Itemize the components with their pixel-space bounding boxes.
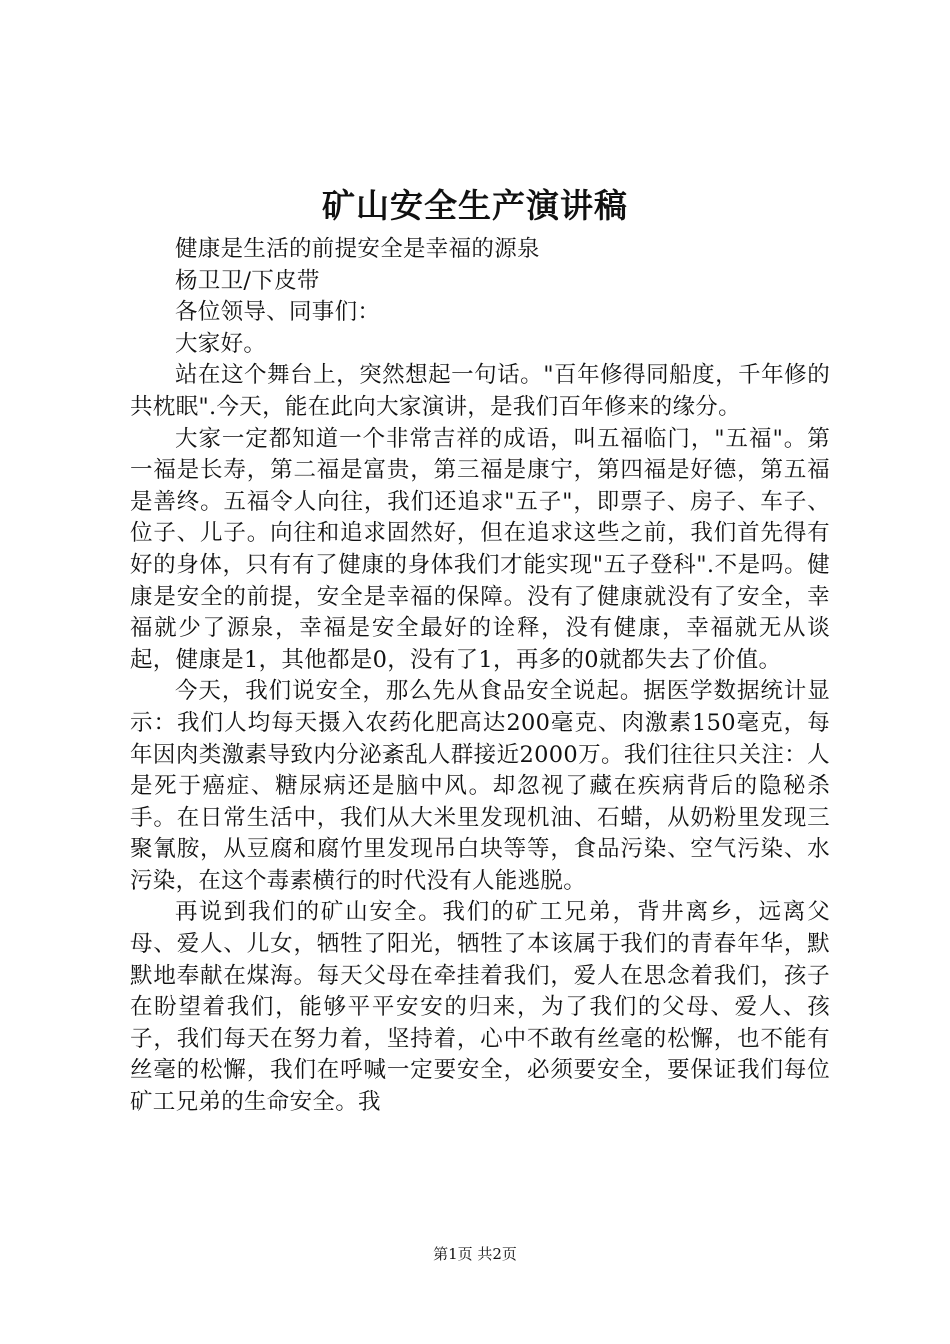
- paragraph-mine-safety: 再说到我们的矿山安全。我们的矿工兄弟，背井离乡，远离父母、爱人、儿女，牺牲了阳光，牺牲了本该属于我们的青春年华，默默地奉献在煤海。每天父母在牵挂着我们，爱人在思念着我们，孩子在盼望着我们，能够平平安安的归来，为了我们的父母、爱人、孩子，我们每天在努力着，坚持着，心中不敢有丝毫的松懈，也不能有丝毫的松懈，我们在呼喊一定要安全，必须要安全，要保证我们每位矿工兄弟的生命安全。我: [130, 899, 830, 1116]
- author-line: 杨卫卫/下皮带: [175, 267, 320, 294]
- page-footer: [0, 1244, 950, 1264]
- document-body: [130, 234, 830, 1119]
- paragraph-five-blessings: 大家一定都知道一个非常吉祥的成语，叫五福临门，"五福"。第一福是长寿，第二福是富贵，第三福是康宁，第四福是好德，第五福是善终。五福令人向往，我们还追求"五子"，即票子、房子、车子、位子、儿子。向往和追求固然好，但在追求这些之前，我们首先得有好的身体，只有有了健康的身体我们才能实现"五子登科".不是吗。健康是安全的前提，安全是幸福的保障。没有了健康就没有了安全，幸福就少了源泉，幸福是安全最好的诠释，没有健康，幸福就无从谈起，健康是1，其他都是0，没有了1，再多的0就都失去了价值。: [130, 425, 830, 673]
- paragraph-intro: 站在这个舞台上，突然想起一句话。"百年修得同船度，千年修的共枕眠".今天，能在此向大家演讲，是我们百年修来的缘分。: [130, 362, 830, 420]
- subtitle-line: 健康是生活的前提安全是幸福的源泉: [175, 236, 540, 262]
- document-title: 矿山安全生产演讲稿: [322, 186, 628, 225]
- page-number: 第1页 共2页: [433, 1245, 517, 1263]
- greeting-line: 大家好。: [175, 330, 267, 357]
- paragraph-food-safety: 今天，我们说安全，那么先从食品安全说起。据医学数据统计显示：我们人均每天摄入农药化肥高达200毫克、肉激素150毫克，每年因肉类激素导致内分泌紊乱人群接近2000万。我们往往只关注：人是死于癌症、糖尿病还是脑中风。却忽视了藏在疾病背后的隐秘杀手。在日常生活中，我们从大米里发现机油、石蜡，从奶粉里发现三聚氰胺，从豆腐和腐竹里发现吊白块等等，食品污染、空气污染、水污染，在这个毒素横行的时代没有人能逃脱。: [130, 678, 830, 894]
- salutation-line: 各位领导、同事们：: [175, 299, 381, 326]
